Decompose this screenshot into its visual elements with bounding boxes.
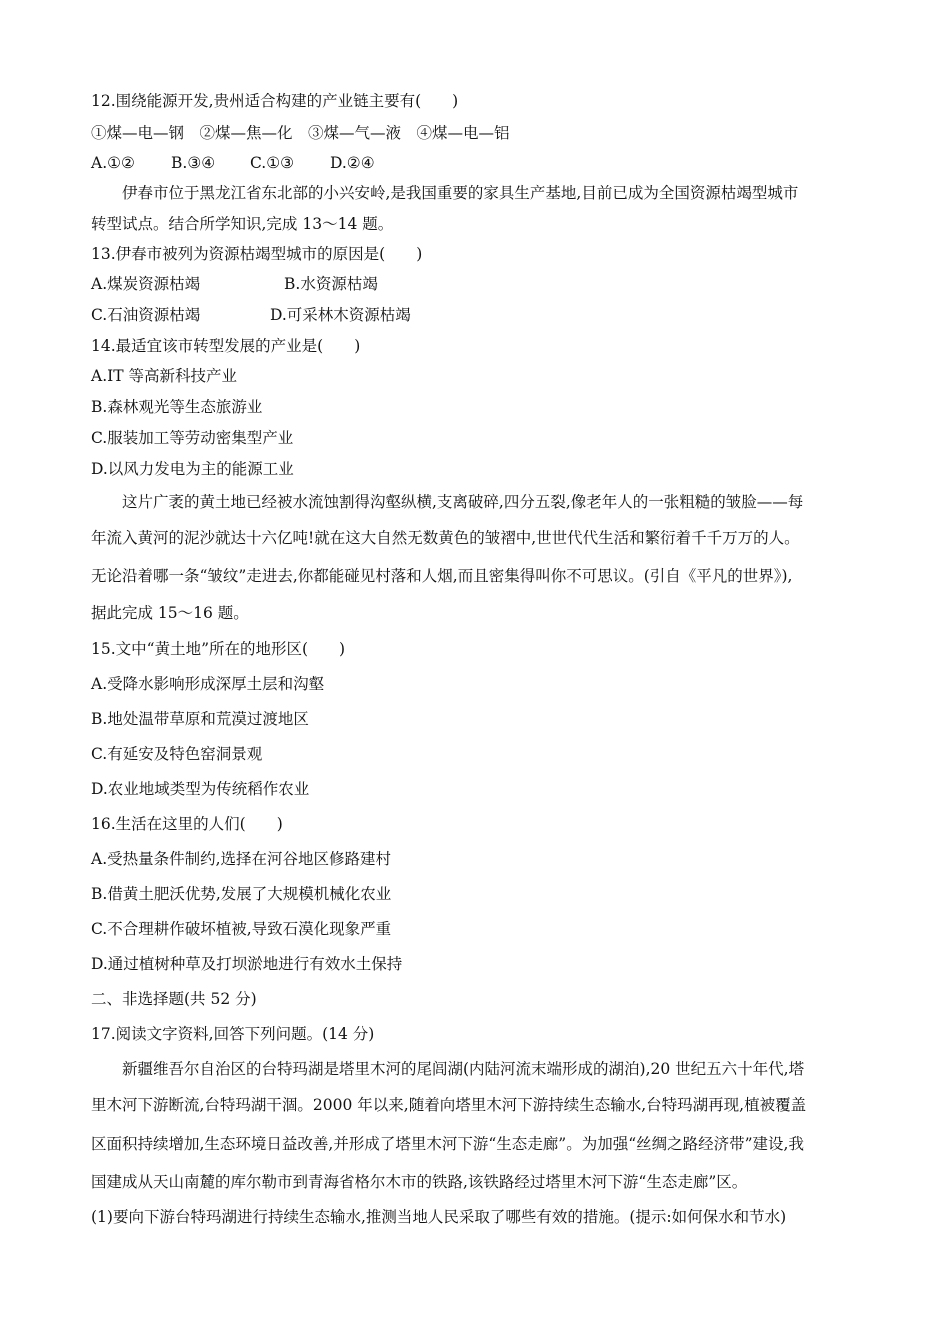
q12-items: ①煤—电—钢 ②煤—焦—化 ③煤—气—液 ④煤—电—铝 [91,124,510,142]
q15-option-b: B.地处温带草原和荒漠过渡地区 [91,710,309,728]
q13-stem: 13.伊春市被列为资源枯竭型城市的原因是( ) [91,245,423,263]
q13-option-a: A.煤炭资源枯竭 [91,275,201,293]
section-heading: 二、非选择题(共 52 分) [91,990,257,1008]
q16-option-a: A.受热量条件制约,选择在河谷地区修路建村 [91,850,392,868]
q14-option-d: D.以风力发电为主的能源工业 [91,460,294,478]
passage2-line: 无论沿着哪一条“皱纹”走进去,你都能碰见村落和人烟,而且密集得叫你不可思议。(引自《平凡的世界》), [91,567,793,585]
q15-option-c: C.有延安及特色窑洞景观 [91,745,263,763]
q15-option-d: D.农业地域类型为传统稻作农业 [91,780,310,798]
q12-option-b: B.③④ [171,154,216,172]
q16-stem: 16.生活在这里的人们( ) [91,815,283,833]
q17-stem: 17.阅读文字资料,回答下列问题。(14 分) [91,1025,375,1043]
q16-option-c: C.不合理耕作破坏植被,导致石漠化现象严重 [91,920,392,938]
q12-option-c: C.①③ [250,154,295,172]
q13-option-b: B.水资源枯竭 [284,275,378,293]
q12-stem: 12.围绕能源开发,贵州适合构建的产业链主要有( ) [91,92,459,110]
passage1-line: 伊春市位于黑龙江省东北部的小兴安岭,是我国重要的家具生产基地,目前已成为全国资源枯竭型城市 [122,184,799,202]
q13-option-d: D.可采林木资源枯竭 [270,306,411,324]
passage2-line: 这片广袤的黄土地已经被水流蚀割得沟壑纵横,支离破碎,四分五裂,像老年人的一张粗糙的皱脸——每 [122,493,804,511]
q14-option-c: C.服装加工等劳动密集型产业 [91,429,294,447]
q14-option-b: B.森林观光等生态旅游业 [91,398,263,416]
q17-passage-line: 区面积持续增加,生态环境日益改善,并形成了塔里木河下游“生态走廊”。为加强“丝绸之路经济带”建设,我 [91,1135,804,1153]
q12-option-d: D.②④ [330,154,375,172]
q17-sub-question-1: (1)要向下游台特玛湖进行持续生态输水,推测当地人民采取了哪些有效的措施。(提示:如何保水和节水) [91,1208,787,1226]
passage2-line: 年流入黄河的泥沙就达十六亿吨!就在这大自然无数黄色的皱褶中,世世代代生活和繁衍着千千万万的人。 [91,529,800,547]
q14-option-a: A.IT 等高新科技产业 [91,367,238,385]
q12-option-a: A.①② [91,154,135,172]
q16-option-b: B.借黄土肥沃优势,发展了大规模机械化农业 [91,885,392,903]
q13-option-c: C.石油资源枯竭 [91,306,201,324]
q15-option-a: A.受降水影响形成深厚土层和沟壑 [91,675,325,693]
q17-passage-line: 新疆维吾尔自治区的台特玛湖是塔里木河的尾闾湖(内陆河流末端形成的湖泊),20 世纪五六十年代,塔 [122,1060,805,1078]
passage1-line: 转型试点。结合所学知识,完成 13～14 题。 [91,215,394,233]
q17-passage-line: 国建成从天山南麓的库尔勒市到青海省格尔木市的铁路,该铁路经过塔里木河下游“生态走廊”区。 [91,1173,748,1191]
q14-stem: 14.最适宜该市转型发展的产业是( ) [91,337,361,355]
q16-option-d: D.通过植树种草及打坝淤地进行有效水土保持 [91,955,403,973]
q17-passage-line: 里木河下游断流,台特玛湖干涸。2000 年以来,随着向塔里木河下游持续生态输水,台特玛湖再现,植被覆盖 [91,1096,807,1114]
q15-stem: 15.文中“黄土地”所在的地形区( ) [91,640,346,658]
passage2-line: 据此完成 15～16 题。 [91,604,249,622]
